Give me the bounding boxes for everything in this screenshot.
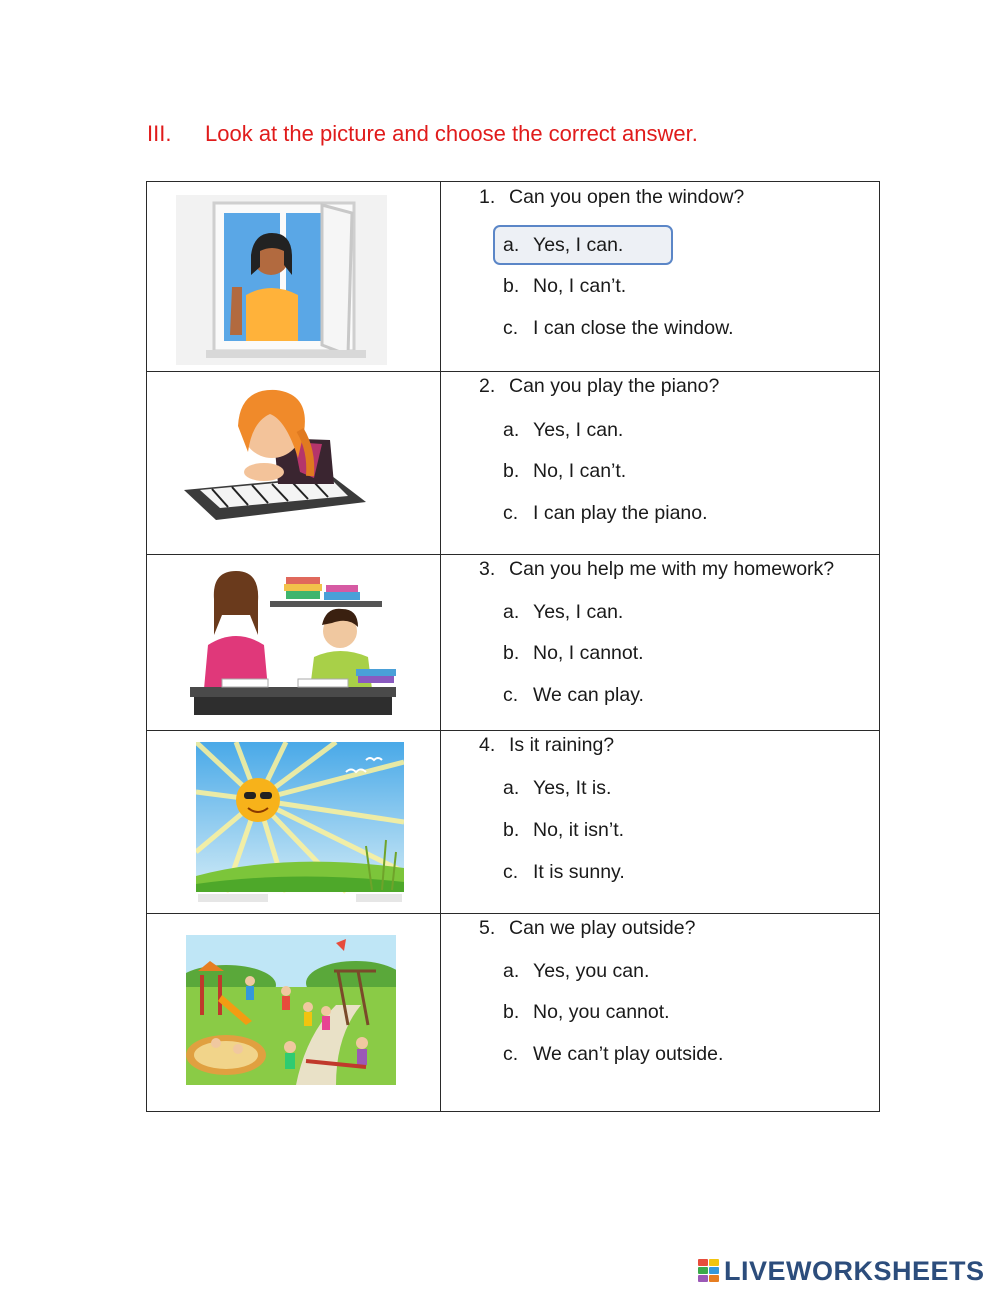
- option-b[interactable]: b. No, I cannot.: [503, 642, 644, 664]
- piano-girl-picture: [182, 380, 368, 520]
- option-a[interactable]: a. Yes, I can.: [503, 601, 624, 623]
- question-text: 3. Can you help me with my homework?: [479, 558, 835, 580]
- question-text: 4. Is it raining?: [479, 734, 615, 756]
- option-c[interactable]: c. I can close the window.: [503, 317, 734, 339]
- picture-cell: [147, 555, 441, 731]
- question-cell: [441, 555, 880, 731]
- question-row: [147, 731, 880, 914]
- option-b[interactable]: b. No, you cannot.: [503, 1001, 670, 1023]
- section-heading: [147, 118, 698, 150]
- logo-text: LIVEWORKSHEETS: [724, 1255, 985, 1286]
- option-c[interactable]: c. We can play.: [503, 684, 644, 706]
- question-row: [147, 555, 880, 731]
- option-b[interactable]: b. No, I can’t.: [503, 275, 627, 297]
- question-text: 2. Can you play the piano?: [479, 375, 720, 397]
- window-picture: [176, 195, 387, 365]
- question-row: [147, 372, 880, 555]
- sunny-picture: [196, 742, 404, 904]
- option-a[interactable]: a. Yes, I can.: [503, 419, 624, 441]
- question-cell: [441, 182, 880, 372]
- picture-cell: [147, 731, 441, 914]
- question-cell: [441, 372, 880, 555]
- question-cell: [441, 731, 880, 914]
- picture-cell: [147, 914, 441, 1112]
- section-number: III.: [147, 121, 172, 146]
- option-c[interactable]: c. I can play the piano.: [503, 502, 708, 524]
- liveworksheets-logo: [698, 1253, 985, 1289]
- question-row: [147, 914, 880, 1112]
- option-c[interactable]: c. It is sunny.: [503, 861, 625, 883]
- question-cell: [441, 914, 880, 1112]
- option-b[interactable]: b. No, it isn’t.: [503, 819, 625, 841]
- option-c[interactable]: c. We can’t play outside.: [503, 1043, 724, 1065]
- option-a[interactable]: a. Yes, It is.: [503, 777, 612, 799]
- option-b[interactable]: b. No, I can’t.: [503, 460, 627, 482]
- logo-blocks-icon: [698, 1259, 720, 1283]
- option-a[interactable]: a. Yes, you can.: [503, 960, 650, 982]
- question-text: 1. Can you open the window?: [479, 186, 745, 208]
- picture-cell: [147, 182, 441, 372]
- playground-picture: [186, 935, 396, 1085]
- homework-picture: [188, 565, 399, 717]
- picture-cell: [147, 372, 441, 555]
- option-a[interactable]: a. Yes, I can.: [493, 225, 673, 265]
- question-text: 5. Can we play outside?: [479, 917, 696, 939]
- question-row: [147, 182, 880, 372]
- section-instruction: Look at the picture and choose the correct answer.: [205, 121, 698, 146]
- quiz-table: [146, 181, 880, 1112]
